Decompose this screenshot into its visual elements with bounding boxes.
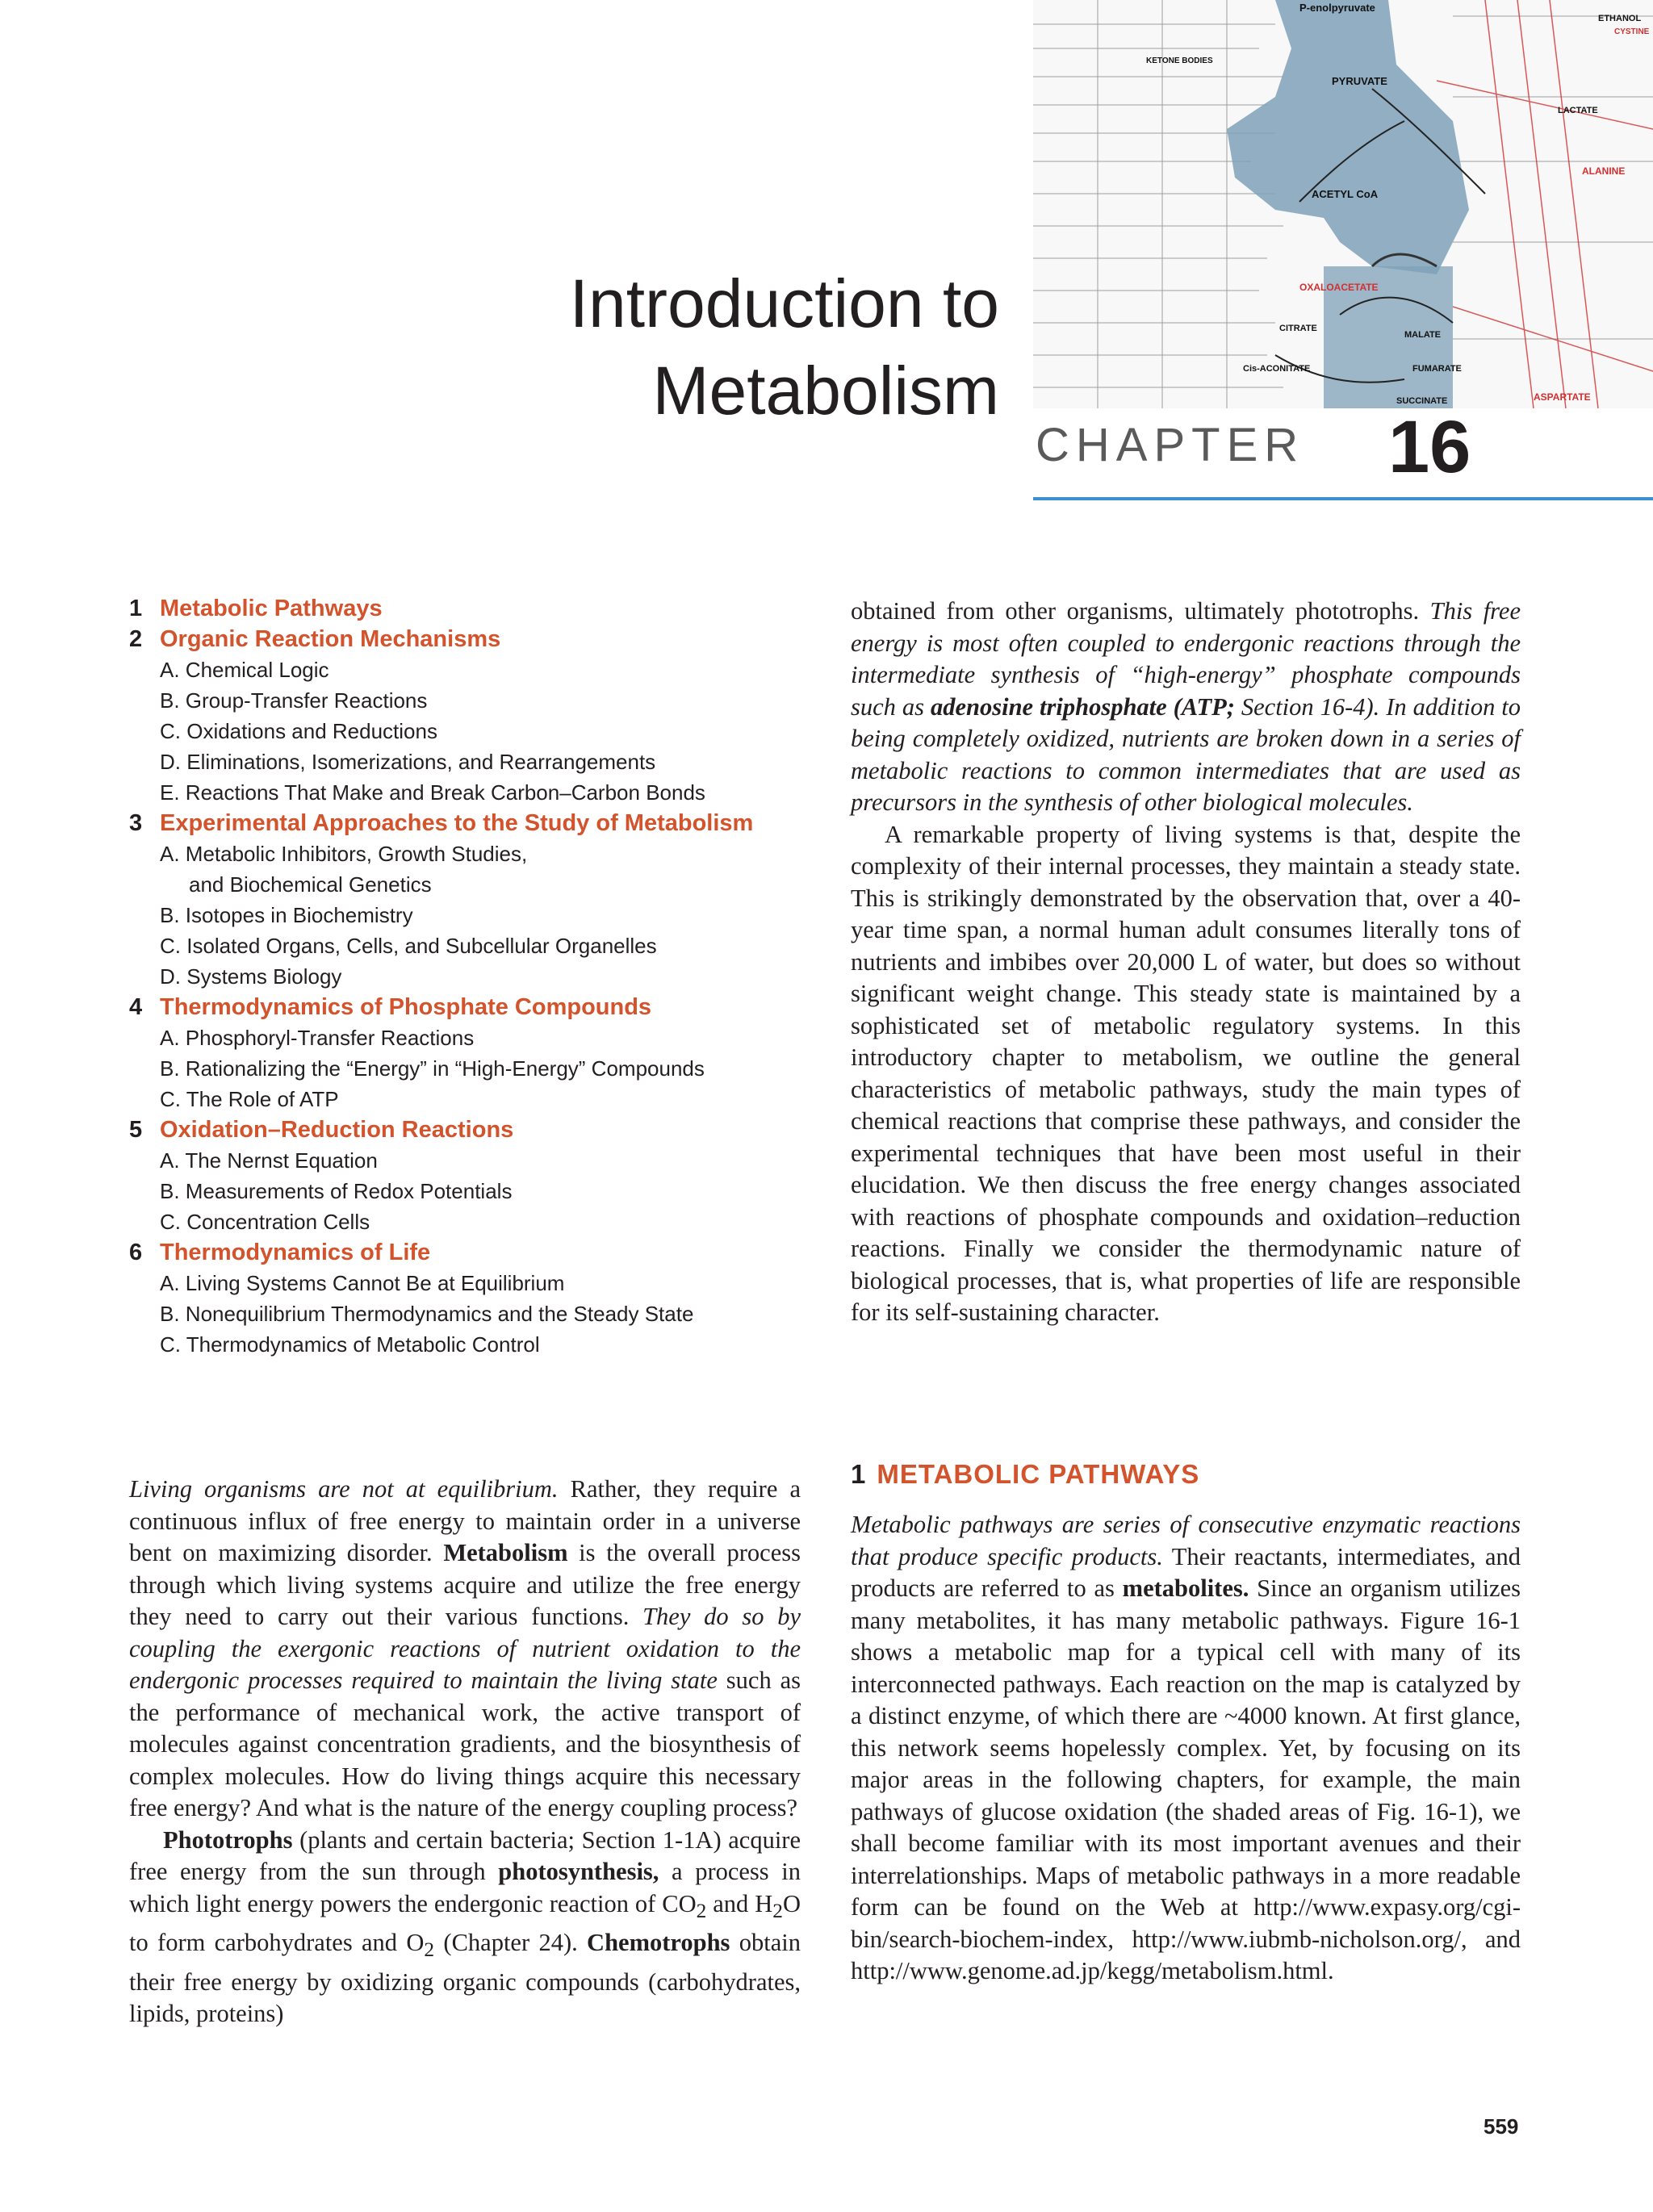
outline-subsection: B. Nonequilibrium Thermodynamics and the Steady State <box>160 1302 694 1326</box>
outline-section-number: 2 <box>129 626 143 652</box>
italic-run: They do so by coupling the exergonic reactions of nutrient oxidation to the endergonic processes required to maintain the living state <box>129 1603 801 1694</box>
outline-section[interactable] <box>129 992 807 1022</box>
outline-subsection: A. Chemical Logic <box>160 658 329 682</box>
outline-section[interactable] <box>129 1114 807 1145</box>
section1-body <box>851 1509 1521 1988</box>
outline-subsection: A. Living Systems Cannot Be at Equilibrium <box>160 1271 565 1295</box>
outline-subsection: E. Reactions That Make and Break Carbon–Carbon Bonds <box>160 780 705 805</box>
outline-subsection: C. Concentration Cells <box>160 1210 370 1234</box>
outline-section-title[interactable]: Thermodynamics of Phosphate Compounds <box>160 994 652 1020</box>
outline-subsection: D. Systems Biology <box>160 964 342 989</box>
term-metabolism: Metabolism <box>443 1539 568 1566</box>
svg-text:MALATE: MALATE <box>1404 330 1442 340</box>
chapter-label: CHAPTER <box>1036 419 1305 471</box>
svg-text:LACTATE: LACTATE <box>1558 106 1598 115</box>
intro-paragraph: A remarkable property of living systems is that, despite the complexity of their internal processes, they maintain a steady state. This is strikingly demonstrated by the observation that, over a 40-year time span, a normal human adult consumes literally tons of nutrients and imbibes over 20,000 L of water, but does so without significant weight change. This steady state is maintained by a sophisticated set of metabolic regulatory systems. In this introductory chapter to metabolism, we outline the general characteristics of metabolic pathways, study the main types of chemical reactions that comprise these pathways, and consider the experimental techniques that have been most useful in their elucidation. We then discuss the free energy changes associated with reactions of phosphate compounds and oxidation–reduction reactions. Finally we consider the thermodynamic nature of biological processes, that is, what properties of life are responsible for its self-sustaining character. <box>851 820 1521 1326</box>
intro-paragraph <box>129 1474 801 1825</box>
text-run: Since an organism utilizes many metabolites, it has many metabolic pathways. Figure 16-1 shows a metabolic map for a typical cell with many of its interconnected pathways. Each reaction on the map is catalyzed by a distinct enzyme, of which there are ~4000 known. At first glance, this network seems hopelessly complex. Yet, by focusing on its major areas in the following chapters, for example, the main pathways of glucose oxidation (the shaded areas of Fig. 16-1), we shall become familiar with its most important avenues and their interrelationships. Maps of metabolic pathways in a more readable form can be found on the Web at http://www.expasy.org/cgi-bin/search-biochem-index, http://www.iubmb-nicholson.org/, and http://www.genome.ad.jp/kegg/metabolism.html. <box>851 1574 1521 1984</box>
text-run: obtain their free energy by oxidizing organic compounds (carbohydrates, lipids, proteins) <box>129 1929 801 2028</box>
outline-subsection: A. Metabolic Inhibitors, Growth Studies, <box>160 842 528 866</box>
outline-section-title[interactable]: Metabolic Pathways <box>160 596 383 621</box>
outline-section[interactable] <box>129 1237 807 1268</box>
chapter-number: 16 <box>1388 406 1471 488</box>
outline-subsection: C. Oxidations and Reductions <box>160 719 437 743</box>
outline-subsection: C. Thermodynamics of Metabolic Control <box>160 1332 540 1357</box>
outline-section-number: 6 <box>129 1240 143 1265</box>
svg-text:KETONE BODIES: KETONE BODIES <box>1146 56 1213 65</box>
svg-text:CYSTINE: CYSTINE <box>1614 27 1650 36</box>
section-paragraph <box>851 1509 1521 1988</box>
outline-subsection: B. Group-Transfer Reactions <box>160 688 428 713</box>
svg-text:ALANINE: ALANINE <box>1582 165 1626 177</box>
outline-section[interactable] <box>129 808 807 838</box>
text-run: obtained from other organisms, ultimately phototrophs. <box>851 597 1430 625</box>
term-chemotrophs: Chemotrophs <box>587 1929 730 1957</box>
outline-subsection: A. Phosphoryl-Transfer Reactions <box>160 1026 475 1050</box>
section-title: METABOLIC PATHWAYS <box>877 1459 1200 1489</box>
svg-text:PYRUVATE: PYRUVATE <box>1332 75 1387 87</box>
text-run: Their reactants, intermediates, and products are referred to as <box>851 1542 1521 1602</box>
section-number: 1 <box>851 1459 866 1489</box>
outline-section-title[interactable]: Experimental Approaches to the Study of Metabolism <box>160 810 754 836</box>
intro-right-column <box>851 596 1521 1329</box>
outline-section[interactable] <box>129 593 807 624</box>
intro-left-column <box>129 1474 801 2030</box>
subscript: 2 <box>424 1938 435 1962</box>
chapter-outline <box>129 593 807 1360</box>
chapter-title <box>570 260 999 434</box>
outline-subsection: C. The Role of ATP <box>160 1087 339 1111</box>
text-run: (Chapter 24). <box>434 1929 588 1957</box>
outline-subsection: A. The Nernst Equation <box>160 1148 378 1173</box>
section-heading <box>851 1459 1199 1490</box>
svg-text:CITRATE: CITRATE <box>1279 324 1317 333</box>
svg-text:ETHANOL: ETHANOL <box>1598 14 1642 23</box>
svg-text:Cis-ACONITATE: Cis-ACONITATE <box>1243 364 1311 374</box>
outline-section-title[interactable]: Oxidation–Reduction Reactions <box>160 1117 514 1143</box>
text-run: O to form carbohydrates and O <box>129 1889 801 1957</box>
term-photosynthesis: photosynthesis, <box>498 1858 659 1885</box>
intro-paragraph <box>851 596 1521 819</box>
outline-subsection: B. Isotopes in Biochemistry <box>160 903 413 927</box>
outline-subsection: C. Isolated Organs, Cells, and Subcellular Organelles <box>160 934 657 958</box>
text-run: and H <box>706 1889 773 1917</box>
term-atp: adenosine triphosphate (ATP; <box>930 692 1235 721</box>
svg-text:FUMARATE: FUMARATE <box>1412 364 1462 374</box>
italic-run: Living organisms are not at equilibrium. <box>129 1475 559 1503</box>
outline-subsection: D. Eliminations, Isomerizations, and Rearrangements <box>160 750 656 774</box>
outline-subsection: B. Measurements of Redox Potentials <box>160 1179 513 1203</box>
svg-text:P-enolpyruvate: P-enolpyruvate <box>1299 2 1375 14</box>
italic-run: This free energy is most often coupled to endergonic reactions through the intermediate synthesis of “high-energy” phosphate compounds such as <box>851 597 1521 721</box>
chapter-title-line2: Metabolism <box>652 353 999 429</box>
svg-text:ACETYL CoA: ACETYL CoA <box>1312 188 1379 200</box>
metabolic-map-image <box>1033 0 1653 408</box>
outline-section[interactable] <box>129 624 807 654</box>
outline-section-title[interactable]: Organic Reaction Mechanisms <box>160 626 501 652</box>
subscript: 2 <box>772 1899 783 1922</box>
svg-text:ASPARTATE: ASPARTATE <box>1534 391 1591 403</box>
outline-section-number: 4 <box>129 994 143 1020</box>
svg-text:OXALOACETATE: OXALOACETATE <box>1299 282 1379 293</box>
text-run: a process in which light energy powers the endergonic reaction of CO <box>129 1858 801 1917</box>
outline-section-title[interactable]: Thermodynamics of Life <box>160 1240 431 1265</box>
italic-run: Section 16-4). In addition to being completely oxidized, nutrients are broken down in a series of metabolic reactions to common intermediates that are used as precursors in the synthesis of other biological molecules. <box>851 692 1521 816</box>
text-run: Rather, they require a continuous influx of free energy to maintain order in a universe bent on maximizing disorder. <box>129 1475 801 1566</box>
text-run: such as the performance of mechanical work, the active transport of molecules against concentration gradients, and the biosynthesis of complex molecules. How do living things acquire this necessary free energy? And what is the nature of the energy coupling process? <box>129 1666 801 1821</box>
term-phototrophs: Phototrophs <box>163 1825 293 1854</box>
subscript: 2 <box>696 1899 707 1922</box>
intro-paragraph <box>129 1825 801 2030</box>
outline-section-number: 5 <box>129 1117 143 1143</box>
svg-text:SUCCINATE: SUCCINATE <box>1396 396 1448 406</box>
outline-section-number: 1 <box>129 596 143 621</box>
outline-subsection: B. Rationalizing the “Energy” in “High-Energy” Compounds <box>160 1056 705 1081</box>
text-run: is the overall process through which living systems acquire and utilize the free energy they need to carry out their various functions. <box>129 1539 801 1630</box>
outline-section-number: 3 <box>129 810 143 836</box>
chapter-title-line1: Introduction to <box>569 266 999 341</box>
page-number: 559 <box>1484 2114 1519 2139</box>
outline-subsection: and Biochemical Genetics <box>189 872 432 897</box>
italic-run: Metabolic pathways are series of consecutive enzymatic reactions that produce specific products. <box>851 1511 1521 1570</box>
chapter-rule <box>1033 497 1653 500</box>
text-run: (plants and certain bacteria; Section 1-1A) acquire free energy from the sun through <box>129 1825 801 1885</box>
term-metabolites: metabolites. <box>1122 1574 1249 1602</box>
